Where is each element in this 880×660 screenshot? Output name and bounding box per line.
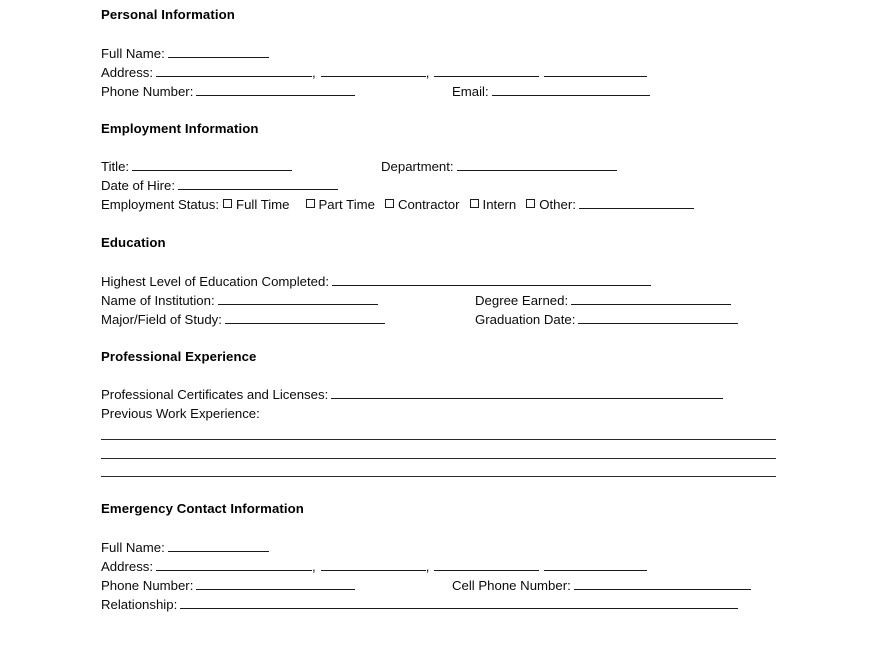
employment-status-label-intern: Intern bbox=[482, 197, 517, 212]
field-row-department bbox=[381, 158, 617, 175]
checkbox-intern-icon[interactable] bbox=[470, 199, 479, 208]
field-row-previous-work bbox=[101, 405, 260, 422]
field-row-institution bbox=[101, 292, 378, 309]
emergency-address-label: Address: bbox=[101, 559, 154, 574]
emergency-cell-phone-input[interactable] bbox=[574, 577, 751, 590]
employment-status-option-part-time[interactable] bbox=[302, 196, 381, 213]
checkbox-contractor-icon[interactable] bbox=[385, 199, 394, 208]
emergency-cell-phone-label: Cell Phone Number: bbox=[452, 578, 571, 593]
checkbox-part-time-icon[interactable] bbox=[306, 199, 315, 208]
highest-education-input[interactable] bbox=[332, 273, 651, 286]
employment-status-label-contractor: Contractor bbox=[397, 197, 460, 212]
section-heading-employment-information: Employment Information bbox=[101, 121, 259, 136]
certificates-input[interactable] bbox=[331, 386, 723, 399]
emergency-address-separator-2: , bbox=[425, 559, 430, 574]
emergency-address-separator-1: , bbox=[312, 559, 316, 574]
emergency-address-city-input[interactable] bbox=[321, 558, 426, 571]
email-label: Email: bbox=[452, 84, 489, 99]
field-row-highest-education bbox=[101, 273, 651, 290]
field-row-emergency-address bbox=[101, 558, 647, 575]
highest-education-label: Highest Level of Education Completed: bbox=[101, 274, 329, 289]
relationship-input[interactable] bbox=[180, 596, 738, 609]
field-row-major bbox=[101, 311, 385, 328]
title-input[interactable] bbox=[132, 158, 292, 171]
employment-status-label-part-time: Part Time bbox=[318, 197, 375, 212]
address-separator-1: , bbox=[312, 65, 316, 80]
address-state-input[interactable] bbox=[434, 64, 539, 77]
field-row-degree-earned bbox=[475, 292, 731, 309]
field-row-emergency-cell-phone bbox=[452, 577, 751, 594]
employment-status-option-full-time[interactable] bbox=[219, 196, 296, 213]
email-input[interactable] bbox=[492, 83, 650, 96]
checkbox-full-time-icon[interactable] bbox=[223, 199, 232, 208]
field-row-relationship bbox=[101, 596, 738, 613]
field-row-phone-number bbox=[101, 83, 355, 100]
full-name-label: Full Name: bbox=[101, 46, 165, 61]
emergency-phone-input[interactable] bbox=[196, 577, 355, 590]
field-row-certificates bbox=[101, 386, 723, 403]
full-name-input[interactable] bbox=[168, 45, 269, 58]
employment-status-option-intern[interactable] bbox=[466, 196, 523, 213]
field-row-emergency-phone bbox=[101, 577, 355, 594]
graduation-date-label: Graduation Date: bbox=[475, 312, 576, 327]
previous-work-label: Previous Work Experience: bbox=[101, 406, 260, 421]
emergency-address-street-input[interactable] bbox=[156, 558, 312, 571]
previous-work-input-line-2[interactable] bbox=[101, 458, 776, 459]
section-heading-professional-experience: Professional Experience bbox=[101, 349, 257, 364]
date-of-hire-input[interactable] bbox=[178, 177, 338, 190]
graduation-date-input[interactable] bbox=[578, 311, 738, 324]
field-row-full-name bbox=[101, 45, 269, 62]
checkbox-other-icon[interactable] bbox=[526, 199, 535, 208]
section-heading-emergency-contact-information: Emergency Contact Information bbox=[101, 501, 304, 516]
major-label: Major/Field of Study: bbox=[101, 312, 222, 327]
employment-status-option-other[interactable] bbox=[522, 196, 694, 213]
department-input[interactable] bbox=[457, 158, 617, 171]
relationship-label: Relationship: bbox=[101, 597, 178, 612]
field-row-emergency-full-name bbox=[101, 539, 269, 556]
emergency-full-name-label: Full Name: bbox=[101, 540, 165, 555]
previous-work-input-line-3[interactable] bbox=[101, 476, 776, 477]
previous-work-input-line-1[interactable] bbox=[101, 439, 776, 440]
field-row-title bbox=[101, 158, 292, 175]
date-of-hire-label: Date of Hire: bbox=[101, 178, 176, 193]
field-row-date-of-hire bbox=[101, 177, 338, 194]
section-heading-education: Education bbox=[101, 235, 166, 250]
address-street-input[interactable] bbox=[156, 64, 312, 77]
emergency-address-state-input[interactable] bbox=[434, 558, 539, 571]
field-row-email bbox=[452, 83, 650, 100]
address-label: Address: bbox=[101, 65, 154, 80]
employment-status-label-full-time: Full Time bbox=[236, 197, 290, 212]
title-label: Title: bbox=[101, 159, 130, 174]
institution-label: Name of Institution: bbox=[101, 293, 215, 308]
emergency-full-name-input[interactable] bbox=[168, 539, 269, 552]
emergency-address-zip-input[interactable] bbox=[544, 558, 647, 571]
department-label: Department: bbox=[381, 159, 454, 174]
emergency-phone-label: Phone Number: bbox=[101, 578, 194, 593]
employment-status-other-input[interactable] bbox=[579, 196, 694, 209]
certificates-label: Professional Certificates and Licenses: bbox=[101, 387, 329, 402]
address-zip-input[interactable] bbox=[544, 64, 647, 77]
institution-input[interactable] bbox=[218, 292, 378, 305]
employment-status-option-contractor[interactable] bbox=[381, 196, 466, 213]
degree-earned-input[interactable] bbox=[571, 292, 731, 305]
field-row-employment-status bbox=[101, 196, 694, 213]
field-row-graduation-date bbox=[475, 311, 738, 328]
address-city-input[interactable] bbox=[321, 64, 426, 77]
field-row-address bbox=[101, 64, 647, 81]
employment-status-label: Employment Status: bbox=[101, 197, 220, 212]
phone-number-input[interactable] bbox=[196, 83, 355, 96]
employment-status-other-label: Other: bbox=[539, 197, 576, 212]
degree-earned-label: Degree Earned: bbox=[475, 293, 569, 308]
section-heading-personal-information: Personal Information bbox=[101, 7, 235, 22]
phone-number-label: Phone Number: bbox=[101, 84, 194, 99]
address-separator-2: , bbox=[425, 65, 430, 80]
major-input[interactable] bbox=[225, 311, 385, 324]
